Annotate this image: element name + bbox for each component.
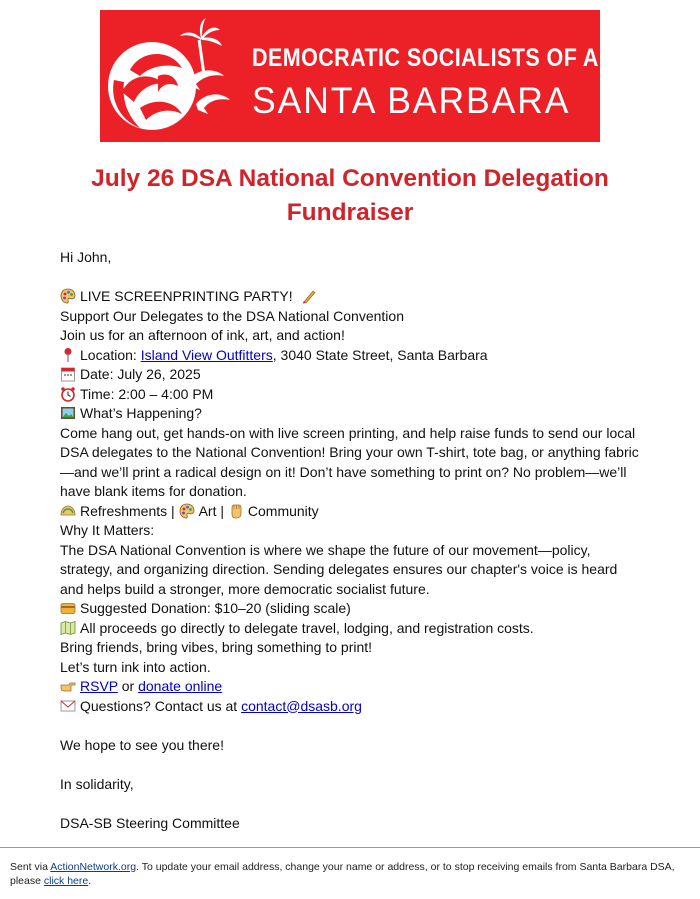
signature: DSA-SB Steering Committee	[60, 814, 240, 831]
highlight-separator: |	[167, 502, 179, 519]
questions-prefix: Questions? Contact us at	[80, 697, 242, 714]
email-body	[60, 248, 642, 833]
headline-text: LIVE SCREENPRINTING PARTY!	[80, 288, 293, 304]
taco-icon	[60, 503, 76, 519]
framed-picture-icon	[60, 405, 76, 421]
footer-prefix: Sent via	[10, 861, 51, 873]
rsvp-line	[60, 677, 642, 697]
why-body: The DSA National Convention is where we shape the future of our movement—policy, strategy, and organizing direction. Sending delegates ensures our chapter's voice is heard and helps build a stronger, more democratic socialist future.	[60, 541, 618, 597]
event-time: Time: 2:00 – 4:00 PM	[80, 385, 214, 402]
signoff: In solidarity,	[60, 775, 134, 792]
footer-text	[10, 860, 690, 888]
closing: We hope to see you there!	[60, 736, 224, 753]
greeting: Hi John,	[60, 249, 112, 265]
highlight-separator: |	[216, 502, 228, 519]
highlight-refreshments: Refreshments	[80, 502, 168, 519]
alarm-clock-icon	[60, 386, 76, 402]
palette-icon	[179, 503, 195, 519]
credit-card-icon	[60, 600, 76, 616]
headline-line	[60, 287, 642, 307]
calendar-icon	[60, 366, 76, 382]
venue-link[interactable]: Island View Outfitters	[140, 346, 273, 363]
org-name-line2: SANTA BARBARA	[252, 80, 571, 121]
paintbrush-icon	[301, 288, 317, 304]
proceeds-line	[60, 619, 642, 639]
subhead: Support Our Delegates to the DSA National Convention	[60, 307, 404, 324]
suggested-donation: Suggested Donation: $10–20 (sliding scale)	[80, 600, 351, 616]
cta-line: Let’s turn ink into action.	[60, 658, 211, 675]
palette-icon	[60, 288, 76, 304]
time-line	[60, 385, 642, 405]
highlights-line	[60, 502, 642, 522]
org-name-line1: DEMOCRATIC SOCIALISTS OF AMERICA	[252, 44, 687, 72]
footer-suffix: .	[88, 875, 92, 887]
footer-body: . To update your email address, change your name or address, or to stop receiving emails from Santa Barbara DSA, please	[10, 861, 675, 887]
bring-line: Bring friends, bring vibes, bring something to print!	[60, 639, 373, 655]
envelope-icon	[60, 698, 76, 714]
pointing-hand-icon	[60, 678, 76, 694]
org-banner	[100, 10, 687, 142]
raised-fist-icon	[228, 503, 244, 519]
intro: Join us for an afternoon of ink, art, and action!	[60, 327, 345, 343]
actionnetwork-link[interactable]: ActionNetwork.org	[50, 861, 137, 873]
rsvp-link[interactable]: RSVP	[80, 678, 118, 694]
highlight-community: Community	[247, 502, 319, 519]
or-text: or	[117, 678, 139, 694]
location-label: Location:	[80, 346, 141, 363]
proceeds-text: All proceeds go directly to delegate travel, lodging, and registration costs.	[80, 619, 534, 636]
email-footer	[0, 847, 700, 899]
donation-line	[60, 599, 642, 619]
location-line	[60, 346, 642, 366]
contact-email-link[interactable]: contact@dsasb.org	[241, 697, 362, 714]
date-line	[60, 365, 642, 385]
whats-happening-heading: What’s Happening?	[80, 405, 202, 421]
pushpin-icon	[60, 347, 76, 363]
whats-happening-heading-line	[60, 404, 642, 424]
email-title: July 26 DSA National Convention Delegation Fundraiser	[91, 165, 609, 226]
location-address: , 3040 State Street, Santa Barbara	[272, 346, 488, 363]
rose-dolphin-logo	[100, 10, 240, 142]
map-icon	[60, 620, 76, 636]
donate-online-link[interactable]: donate online	[138, 678, 223, 694]
questions-line	[60, 697, 642, 717]
event-date: Date: July 26, 2025	[80, 366, 201, 382]
unsubscribe-link[interactable]: click here	[43, 875, 89, 887]
whats-happening-body: Come hang out, get hands-on with live screen printing, and help raise funds to send our local DSA delegates to the National Convention! Bring your own T-shirt, tote bag, or anything fabric—and we’ll print a radical design on it! Don’t have something to print on? No problem—we’ll have blank items for donation.	[60, 424, 639, 499]
highlight-art: Art	[198, 502, 217, 519]
why-heading: Why It Matters:	[60, 522, 155, 538]
